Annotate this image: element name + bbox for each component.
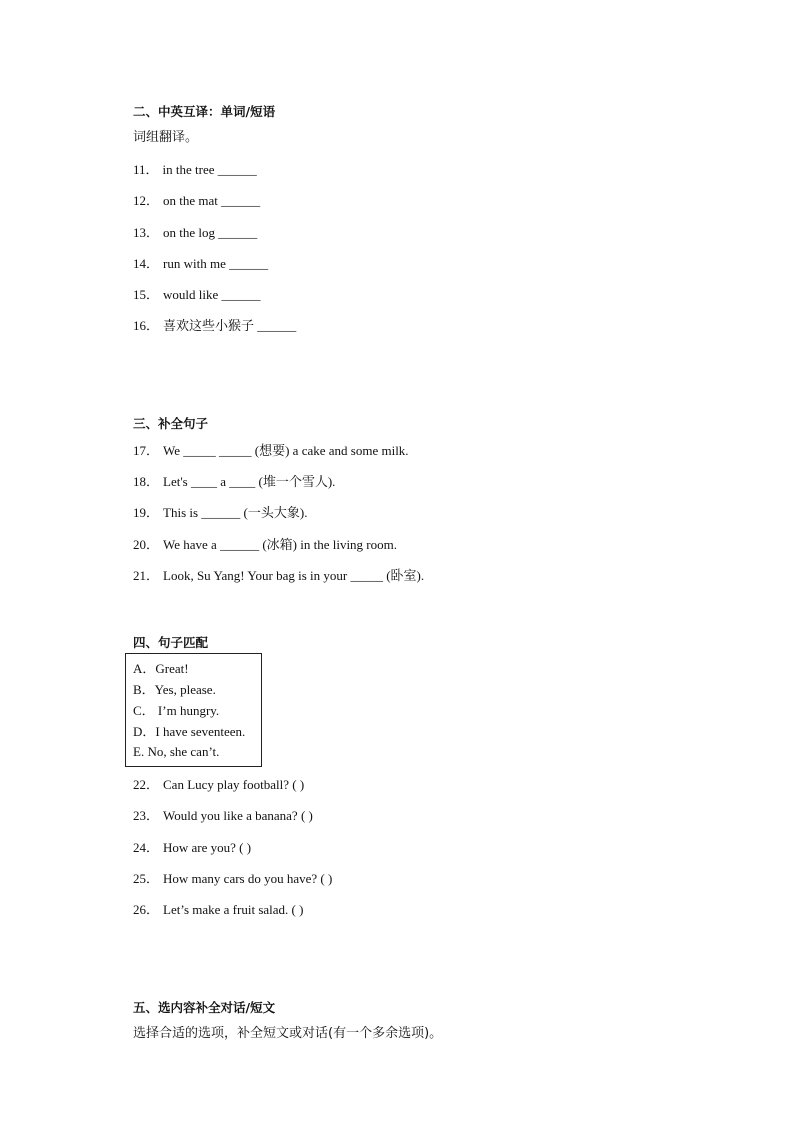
question-text: Look, Su Yang! Your bag is in your _____ (卧室). <box>163 568 425 583</box>
question-24 <box>133 840 251 856</box>
section-4-title: 四、句子匹配 <box>133 635 209 650</box>
question-text: in the tree ______ <box>162 162 257 177</box>
question-text: Would you like a banana? ( ) <box>163 808 313 823</box>
question-number: 11． <box>133 162 159 177</box>
question-text: on the log ______ <box>163 225 258 240</box>
question-26 <box>133 902 303 918</box>
question-number: 24． <box>133 840 160 855</box>
question-number: 17． <box>133 443 160 458</box>
section-5-instruction: 选择合适的选项，补全短文或对话(有一个多余选项)。 <box>133 1026 443 1041</box>
question-15 <box>133 287 261 303</box>
question-text: Let’s make a fruit salad. ( ) <box>163 902 304 917</box>
option-a: A．Great! <box>133 661 189 676</box>
question-number: 13． <box>133 225 160 240</box>
question-17 <box>133 443 409 459</box>
question-text: run with me ______ <box>163 256 269 271</box>
question-number: 18． <box>133 474 160 489</box>
question-25 <box>133 871 332 887</box>
question-19 <box>133 505 307 521</box>
question-number: 19． <box>133 505 160 520</box>
question-number: 21． <box>133 568 160 583</box>
option-d: D．I have seventeen. <box>133 724 246 739</box>
question-16 <box>133 318 296 334</box>
question-22 <box>133 777 304 793</box>
question-23 <box>133 808 313 824</box>
question-number: 14． <box>133 256 160 271</box>
question-20 <box>133 537 397 553</box>
question-text: How are you? ( ) <box>163 840 252 855</box>
question-text: This is ______ (一头大象). <box>163 505 308 520</box>
option-c: C． I’m hungry. <box>133 703 220 718</box>
question-number: 22． <box>133 777 160 792</box>
question-18 <box>133 474 335 490</box>
question-number: 26． <box>133 902 160 917</box>
option-b: B．Yes, please. <box>133 682 216 697</box>
question-11 <box>133 162 257 178</box>
question-12 <box>133 193 260 209</box>
question-text: 喜欢这些小猴子 ______ <box>163 318 297 333</box>
question-number: 12． <box>133 193 160 208</box>
question-text: Let's ____ a ____ (堆一个雪人). <box>163 474 336 489</box>
question-text: We have a ______ (冰箱) in the living room. <box>163 537 398 552</box>
section-3-title: 三、补全句子 <box>133 416 209 431</box>
section-2-instruction: 词组翻译。 <box>133 130 199 145</box>
question-number: 16． <box>133 318 160 333</box>
question-number: 25． <box>133 871 160 886</box>
section-5-title: 五、选内容补全对话/短文 <box>133 1000 276 1015</box>
question-text: We _____ _____ (想要) a cake and some milk. <box>163 443 409 458</box>
question-text: How many cars do you have? ( ) <box>163 871 333 886</box>
question-text: Can Lucy play football? ( ) <box>163 777 305 792</box>
question-text: on the mat ______ <box>163 193 261 208</box>
question-number: 15． <box>133 287 160 302</box>
question-text: would like ______ <box>163 287 261 302</box>
option-e: E. No, she can’t. <box>133 744 220 759</box>
question-number: 23． <box>133 808 160 823</box>
question-number: 20． <box>133 537 160 552</box>
question-14 <box>133 256 268 272</box>
question-13 <box>133 225 257 241</box>
options-box <box>125 653 262 767</box>
section-2-title: 二、中英互译：单词/短语 <box>133 104 276 119</box>
question-21 <box>133 568 424 584</box>
